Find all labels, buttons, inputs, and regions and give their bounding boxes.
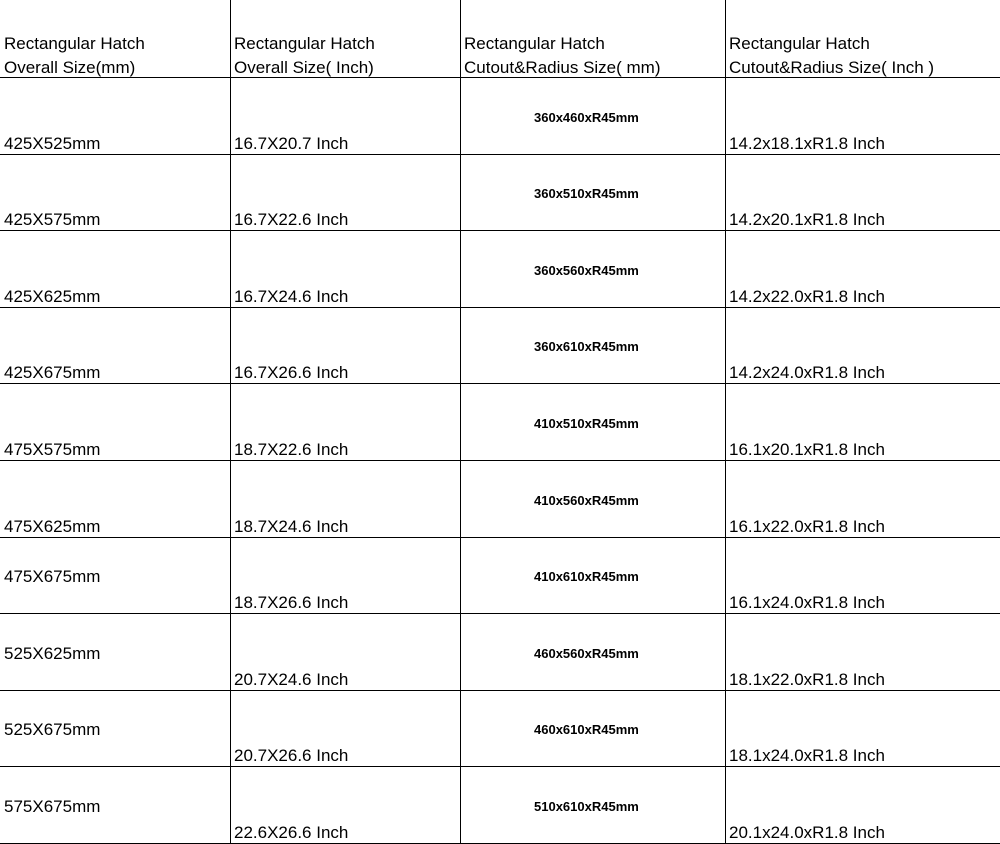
cell-cutout-mm: 360x610xR45mm [534,339,639,354]
cell-overall-mm: 475X625mm [4,517,101,536]
cell-overall-inch: 16.7X24.6 Inch [234,287,349,306]
cell-overall-inch: 22.6X26.6 Inch [234,823,349,842]
header-cell-overall-inch [234,32,375,80]
table-row [0,307,1000,384]
table-row [0,614,1000,691]
table-row [0,767,1000,844]
cell-cutout-mm: 460x560xR45mm [534,646,639,661]
cell-overall-mm: 575X675mm [4,797,101,816]
header-line: Overall Size(mm) [4,58,136,77]
table-row [0,537,1000,614]
cell-overall-inch: 16.7X22.6 Inch [234,210,349,229]
cell-cutout-inch: 14.2x18.1xR1.8 Inch [729,134,885,153]
cell-cutout-mm: 360x560xR45mm [534,263,639,278]
cell-overall-mm: 425X575mm [4,210,101,229]
cell-cutout-mm: 360x460xR45mm [534,110,639,125]
cell-overall-inch: 18.7X24.6 Inch [234,517,349,536]
cell-cutout-mm: 460x610xR45mm [534,722,639,737]
cell-overall-mm: 425X625mm [4,287,101,306]
cell-cutout-mm: 410x510xR45mm [534,416,639,431]
header-line: Rectangular Hatch [729,34,870,53]
cell-overall-mm: 425X675mm [4,363,101,382]
cell-cutout-inch: 14.2x20.1xR1.8 Inch [729,210,885,229]
cell-cutout-mm: 510x610xR45mm [534,799,639,814]
cell-cutout-inch: 20.1x24.0xR1.8 Inch [729,823,885,842]
table-row [0,231,1000,308]
cell-cutout-mm: 410x560xR45mm [534,493,639,508]
cell-overall-mm: 475X575mm [4,440,101,459]
header-line: Rectangular Hatch [464,34,605,53]
header-line: Cutout&Radius Size( Inch ) [729,58,935,77]
cell-overall-mm: 475X675mm [4,567,101,586]
cell-overall-inch: 18.7X26.6 Inch [234,593,349,612]
cell-cutout-inch: 18.1x22.0xR1.8 Inch [729,670,885,689]
cell-cutout-inch: 16.1x24.0xR1.8 Inch [729,593,885,612]
header-line: Overall Size( Inch) [234,58,374,77]
table-row [0,154,1000,231]
table-row [0,78,1000,155]
cell-cutout-inch: 14.2x24.0xR1.8 Inch [729,363,885,382]
header-cell-cutout-inch [729,32,934,80]
cell-cutout-inch: 16.1x22.0xR1.8 Inch [729,517,885,536]
header-line: Rectangular Hatch [234,34,375,53]
header-row [0,0,1000,78]
cell-cutout-inch: 16.1x20.1xR1.8 Inch [729,440,885,459]
cell-overall-mm: 525X675mm [4,720,101,739]
table-row [0,690,1000,767]
cell-overall-inch: 16.7X26.6 Inch [234,363,349,382]
cell-cutout-inch: 18.1x24.0xR1.8 Inch [729,746,885,765]
cell-cutout-mm: 410x610xR45mm [534,569,639,584]
cell-cutout-mm: 360x510xR45mm [534,186,639,201]
header-cell-overall-mm [4,32,145,80]
cell-overall-inch: 20.7X26.6 Inch [234,746,349,765]
table-row [0,384,1000,461]
cell-overall-mm: 425X525mm [4,134,101,153]
cell-overall-mm: 525X625mm [4,644,101,663]
header-line: Cutout&Radius Size( mm) [464,58,661,77]
header-cell-cutout-mm [464,32,661,80]
cell-cutout-inch: 14.2x22.0xR1.8 Inch [729,287,885,306]
cell-overall-inch: 16.7X20.7 Inch [234,134,349,153]
cell-overall-inch: 18.7X22.6 Inch [234,440,349,459]
cell-overall-inch: 20.7X24.6 Inch [234,670,349,689]
header-line: Rectangular Hatch [4,34,145,53]
table-row [0,461,1000,538]
